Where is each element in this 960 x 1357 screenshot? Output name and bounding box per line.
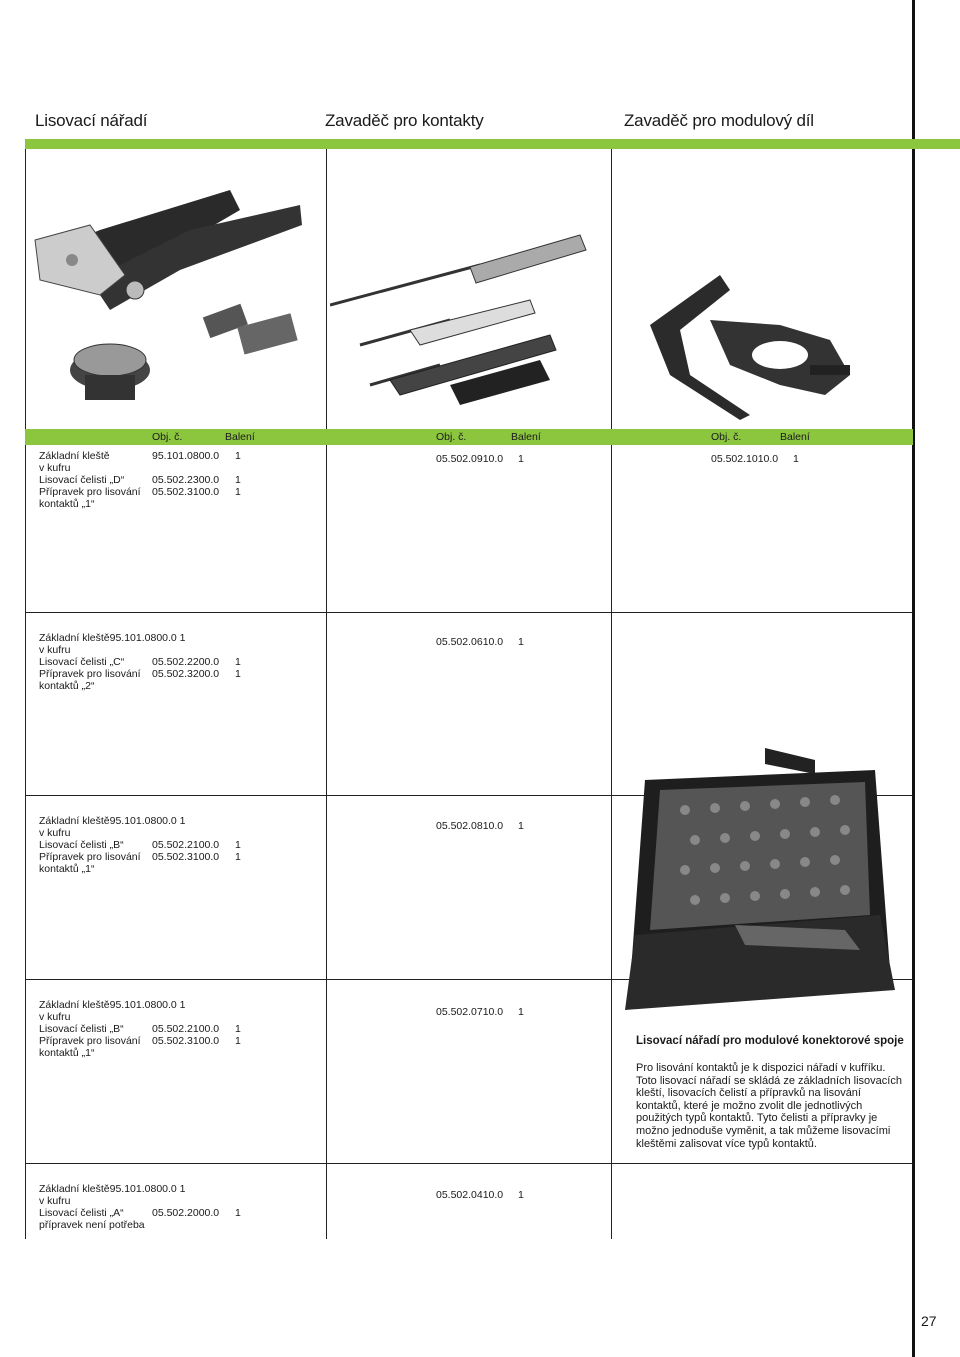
header-order-no: Obj. č. [436, 431, 467, 443]
row1-col1-qty: 1 [235, 474, 241, 486]
column-title-module-inserter: Zavaděč pro modulový díl [624, 111, 814, 130]
row5-col1-code: 05.502.2000.0 [152, 1207, 220, 1219]
row3-col1-label: Přípravek pro lisování [39, 851, 141, 863]
row5-col2-qty: 1 [518, 1189, 524, 1201]
row4-col1-qty: 1 [235, 1023, 241, 1035]
row1-col1-qty: 1 [235, 486, 241, 498]
row5-col1-qty: 1 [235, 1207, 241, 1219]
row3-col1-label: Základní kleště95.101.0800.0 1 [39, 815, 186, 827]
row3-col1-label: v kufru [39, 827, 71, 839]
row1-col1-qty: 1 [235, 450, 241, 462]
row1-col1-label: kontaktů „1“ [39, 498, 95, 510]
row2-col1-code: 05.502.2200.0 [152, 656, 220, 668]
grid-line [25, 612, 913, 613]
row1-col1-code: 95.101.0800.0 [152, 450, 220, 462]
header-order-no: Obj. č. [711, 431, 742, 443]
header-accent-bar [25, 139, 960, 149]
row1-col1-label: Základní kleště [39, 450, 110, 462]
grid-line [25, 1163, 913, 1164]
row3-col2-qty: 1 [518, 820, 524, 832]
row2-col1-label: Lisovací čelisti „C“ [39, 656, 125, 668]
row2-col1-qty: 1 [235, 656, 241, 668]
row4-col2-qty: 1 [518, 1006, 524, 1018]
row4-col1-code: 05.502.2100.0 [152, 1023, 220, 1035]
row5-col1-label: Lisovací čelisti „A“ [39, 1207, 124, 1219]
header-pack: Balení [225, 431, 255, 443]
row1-col2-code: 05.502.0910.0 [436, 453, 504, 465]
header-pack: Balení [780, 431, 810, 443]
row4-col2-code: 05.502.0710.0 [436, 1006, 504, 1018]
description-body: Pro lisování kontaktů je k dispozici nářadí v kufříku. Toto lisovací nářadí se skládá ze základních lisovacích kleští, lisovacích čelistí a přípravků na lisování kontaktů, které je možno zvolit dle jednotlivých použitých typů kontaktů. Tyto čelisti a přípravky je možno jednoduše vyměnit, a tak můžeme lisovacími kleštěmi zalisovat více typů kontaktů. [636, 1062, 902, 1150]
row1-col1-label: Přípravek pro lisování [39, 486, 141, 498]
row3-col1-qty: 1 [235, 851, 241, 863]
header-pack: Balení [511, 431, 541, 443]
grid-line [611, 149, 612, 1239]
row1-col1-code: 05.502.3100.0 [152, 486, 220, 498]
row3-col1-code: 05.502.2100.0 [152, 839, 220, 851]
row2-col2-code: 05.502.0610.0 [436, 636, 504, 648]
row1-col3-code: 05.502.1010.0 [711, 453, 779, 465]
row3-col1-qty: 1 [235, 839, 241, 851]
module-inserter-frame-photo [630, 265, 870, 425]
row3-col2-code: 05.502.0810.0 [436, 820, 504, 832]
row3-col1-code: 05.502.3100.0 [152, 851, 220, 863]
page-edge-rule [912, 0, 915, 1357]
grid-line [25, 149, 26, 1239]
header-order-no: Obj. č. [152, 431, 183, 443]
crimping-pliers-photo [30, 170, 310, 420]
row3-col1-label: kontaktů „1“ [39, 863, 95, 875]
row4-col1-qty: 1 [235, 1035, 241, 1047]
row2-col1-label: Přípravek pro lisování [39, 668, 141, 680]
row2-col1-code: 05.502.3200.0 [152, 668, 220, 680]
row5-col1-label: v kufru [39, 1195, 71, 1207]
tool-case-photo [625, 740, 905, 1015]
column-title-crimping-tool: Lisovací nářadí [35, 111, 148, 130]
row3-col1-label: Lisovací čelisti „B“ [39, 839, 124, 851]
row2-col1-qty: 1 [235, 668, 241, 680]
row2-col2-qty: 1 [518, 636, 524, 648]
row2-col1-label: v kufru [39, 644, 71, 656]
row4-col1-label: Lisovací čelisti „B“ [39, 1023, 124, 1035]
row4-col1-label: Základní kleště95.101.0800.0 1 [39, 999, 186, 1011]
row1-col3-qty: 1 [793, 453, 799, 465]
description-title: Lisovací nářadí pro modulové konektorové spoje [636, 1035, 904, 1047]
contact-inserter-tools-photo [330, 225, 590, 420]
row2-col1-label: kontaktů „2“ [39, 680, 95, 692]
row1-col1-label: Lisovací čelisti „D“ [39, 474, 125, 486]
row1-col1-label: v kufru [39, 462, 71, 474]
page-number: 27 [921, 1313, 937, 1329]
row4-col1-label: v kufru [39, 1011, 71, 1023]
row5-col2-code: 05.502.0410.0 [436, 1189, 504, 1201]
row4-col1-label: kontaktů „1“ [39, 1047, 95, 1059]
row4-col1-label: Přípravek pro lisování [39, 1035, 141, 1047]
row5-col1-label: přípravek není potřeba [39, 1219, 145, 1231]
row2-col1-label: Základní kleště95.101.0800.0 1 [39, 632, 186, 644]
grid-line [326, 149, 327, 1239]
row1-col2-qty: 1 [518, 453, 524, 465]
row5-col1-label: Základní kleště95.101.0800.0 1 [39, 1183, 186, 1195]
row1-col1-code: 05.502.2300.0 [152, 474, 220, 486]
column-title-contact-inserter: Zavaděč pro kontakty [325, 111, 484, 130]
row4-col1-code: 05.502.3100.0 [152, 1035, 220, 1047]
